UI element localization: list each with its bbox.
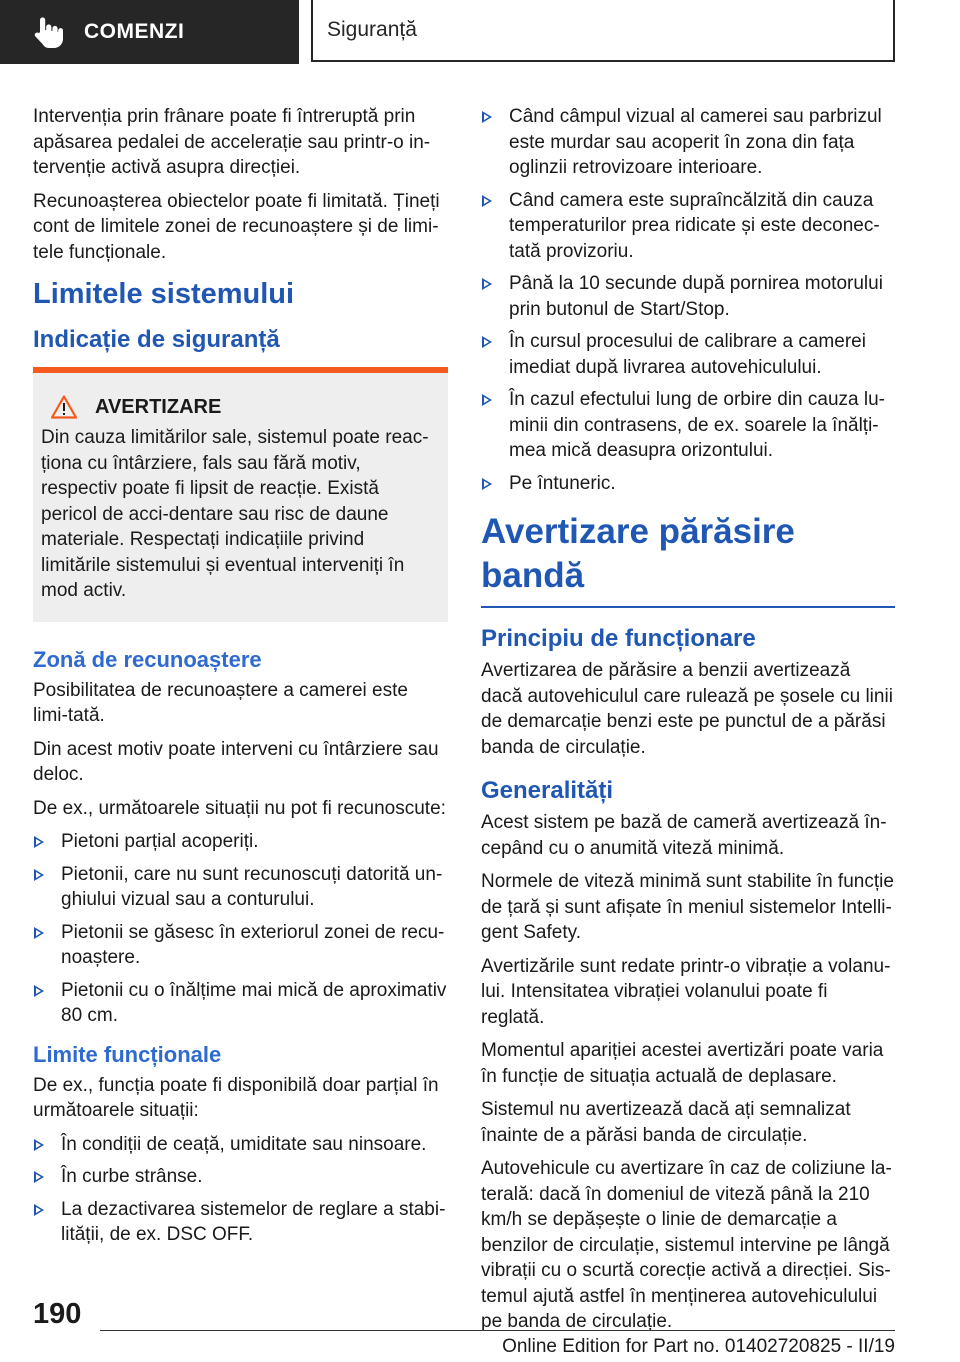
general-paragraph-3: Avertizările sunt redate printr-o vibrație a volanu-lui. Intensitatea vibrației volanului poate fi reglată. xyxy=(481,955,891,1028)
limits-bullet-list xyxy=(33,1132,448,1248)
bullet-arrow-icon xyxy=(482,478,492,490)
list-item: În cursul procesului de calibrare a camerei imediat după livrarea autovehiculului. xyxy=(481,329,895,380)
list-item: Pietonii se găsesc în exteriorul zonei de recu-noaștere. xyxy=(33,920,448,971)
zone-paragraph-1: Posibilitatea de recunoaștere a camerei este limi-tată. xyxy=(33,679,408,726)
warning-triangle-icon xyxy=(51,395,77,419)
chapter-tab-label: COMENZI xyxy=(84,20,185,43)
bullet-arrow-icon xyxy=(34,836,44,848)
warning-title: AVERTIZARE xyxy=(95,395,222,418)
conditions-bullet-list xyxy=(481,104,895,496)
heading-detection-zone: Zonă de recunoaștere xyxy=(33,646,262,672)
right-column xyxy=(481,104,895,1343)
list-item: Când câmpul vizual al camerei sau parbrizul este murdar sau acoperit în zona din fața oglinzii retrovizoare interioare. xyxy=(481,104,895,181)
bullet-arrow-icon xyxy=(482,394,492,406)
general-paragraph-1: Acest sistem pe bază de cameră avertizează în-cepând cu o anumită viteză minimă. xyxy=(481,812,887,859)
bullet-arrow-icon xyxy=(482,111,492,123)
warning-text: Din cauza limitărilor sale, sistemul poate reac-ționa cu întârziere, fals sau fără motiv, respectiv poate fi lipsit de reacție. Există pericol de acci-dentare sau risc de daune materiale. Respectați indicațiile privind limitările sistemului și eventual interveniți în mod activ. xyxy=(41,427,429,601)
edition-note: Online Edition for Part no. 01402720825 - II/19 xyxy=(502,1336,895,1357)
list-item: Până la 10 secunde după pornirea motorului prin butonul de Start/Stop. xyxy=(481,271,895,322)
list-item: Când camera este supraîncălzită din cauza temperaturilor prea ridicate și este deconec-tată provizoriu. xyxy=(481,188,895,265)
section-title: Siguranță xyxy=(327,18,417,41)
list-item: Pietonii, care nu sunt recunoscuți datorită un-ghiului vizual sau a conturului. xyxy=(33,862,448,913)
bullet-arrow-icon xyxy=(34,927,44,939)
bullet-arrow-icon xyxy=(34,985,44,997)
list-item: În condiții de ceață, umiditate sau ninsoare. xyxy=(33,1132,448,1158)
list-item: Pietoni parțial acoperiți. xyxy=(33,829,448,855)
heading-general: Generalități xyxy=(481,777,614,804)
bullet-arrow-icon xyxy=(482,336,492,348)
page-number: 190 xyxy=(33,1298,82,1330)
zone-paragraph-2: Din acest motiv poate interveni cu întârziere sau deloc. xyxy=(33,738,439,785)
zone-paragraph-3: De ex., următoarele situații nu pot fi recunoscute: xyxy=(33,797,446,819)
heading-safety-note: Indicație de siguranță xyxy=(33,326,280,353)
principle-paragraph: Avertizarea de părăsire a benzii avertizează dacă autovehiculul care rulează pe șosele cu linii de demarcație benzi este pe punctul de a părăsi banda de circulație. xyxy=(481,660,893,758)
intro-paragraph-1: Intervenția prin frânare poate fi întreruptă prin apăsarea pedalei de accelerație sau printr-o in-tervenție activă asupra direcției. xyxy=(33,106,431,178)
general-paragraph-6: Autovehicule cu avertizare în caz de coliziune la-terală: dacă în domeniul de viteză până la 210 km/h se depășește o linie de demarcație a benzilor de circulație, sistemul intervine pe lângă vibrații cu o scurtă corecție activă a direcției. Sis-temul ajută astfel în menținerea autovehiculului pe banda de circulație. xyxy=(481,1158,892,1332)
bullet-arrow-icon xyxy=(34,1204,44,1216)
heading-operating-principle: Principiu de funcționare xyxy=(481,625,756,652)
left-column xyxy=(33,104,448,1255)
bullet-arrow-icon xyxy=(34,869,44,881)
general-paragraph-2: Normele de viteză minimă sunt stabilite în funcție de țară și sunt afișate în meniul sistemelor Intelli-gent Safety. xyxy=(481,871,894,943)
bullet-arrow-icon xyxy=(34,1139,44,1151)
list-item: În cazul efectului lung de orbire din cauza lu-minii din contrasens, de ex. soarele la înălți-mea mică deasupra orizontului. xyxy=(481,387,895,464)
chapter-tab[interactable] xyxy=(0,0,299,64)
list-item: La dezactivarea sistemelor de reglare a stabi-lității, de ex. DSC OFF. xyxy=(33,1197,448,1248)
general-paragraph-5: Sistemul nu avertizează dacă ați semnalizat înainte de a părăsi banda de circulație. xyxy=(481,1099,851,1146)
general-paragraph-4: Momentul apariției acestei avertizări poate varia în funcție de situația actuală de deplasare. xyxy=(481,1040,884,1087)
pointing-hand-icon xyxy=(28,12,68,52)
heading-system-limits: Limitele sistemului xyxy=(33,278,295,310)
list-item: Pe întuneric. xyxy=(481,471,895,497)
heading-function-limits: Limite funcționale xyxy=(33,1041,222,1067)
bullet-arrow-icon xyxy=(482,278,492,290)
bullet-arrow-icon xyxy=(482,195,492,207)
limits-paragraph: De ex., funcția poate fi disponibilă doar parțial în următoarele situații: xyxy=(33,1074,439,1121)
bullet-arrow-icon xyxy=(34,1171,44,1183)
list-item: Pietonii cu o înălțime mai mică de aproximativ 80 cm. xyxy=(33,978,448,1029)
heading-lane-departure-warning: Avertizare părăsire bandă xyxy=(481,510,895,608)
section-header xyxy=(311,0,895,62)
warning-box xyxy=(33,367,448,622)
footer-divider xyxy=(100,1330,895,1331)
list-item: În curbe strânse. xyxy=(33,1164,448,1190)
intro-paragraph-2: Recunoașterea obiectelor poate fi limitată. Țineți cont de limitele zonei de recunoaștere și de limi-tele funcționale. xyxy=(33,190,440,263)
zone-bullet-list xyxy=(33,829,448,1029)
